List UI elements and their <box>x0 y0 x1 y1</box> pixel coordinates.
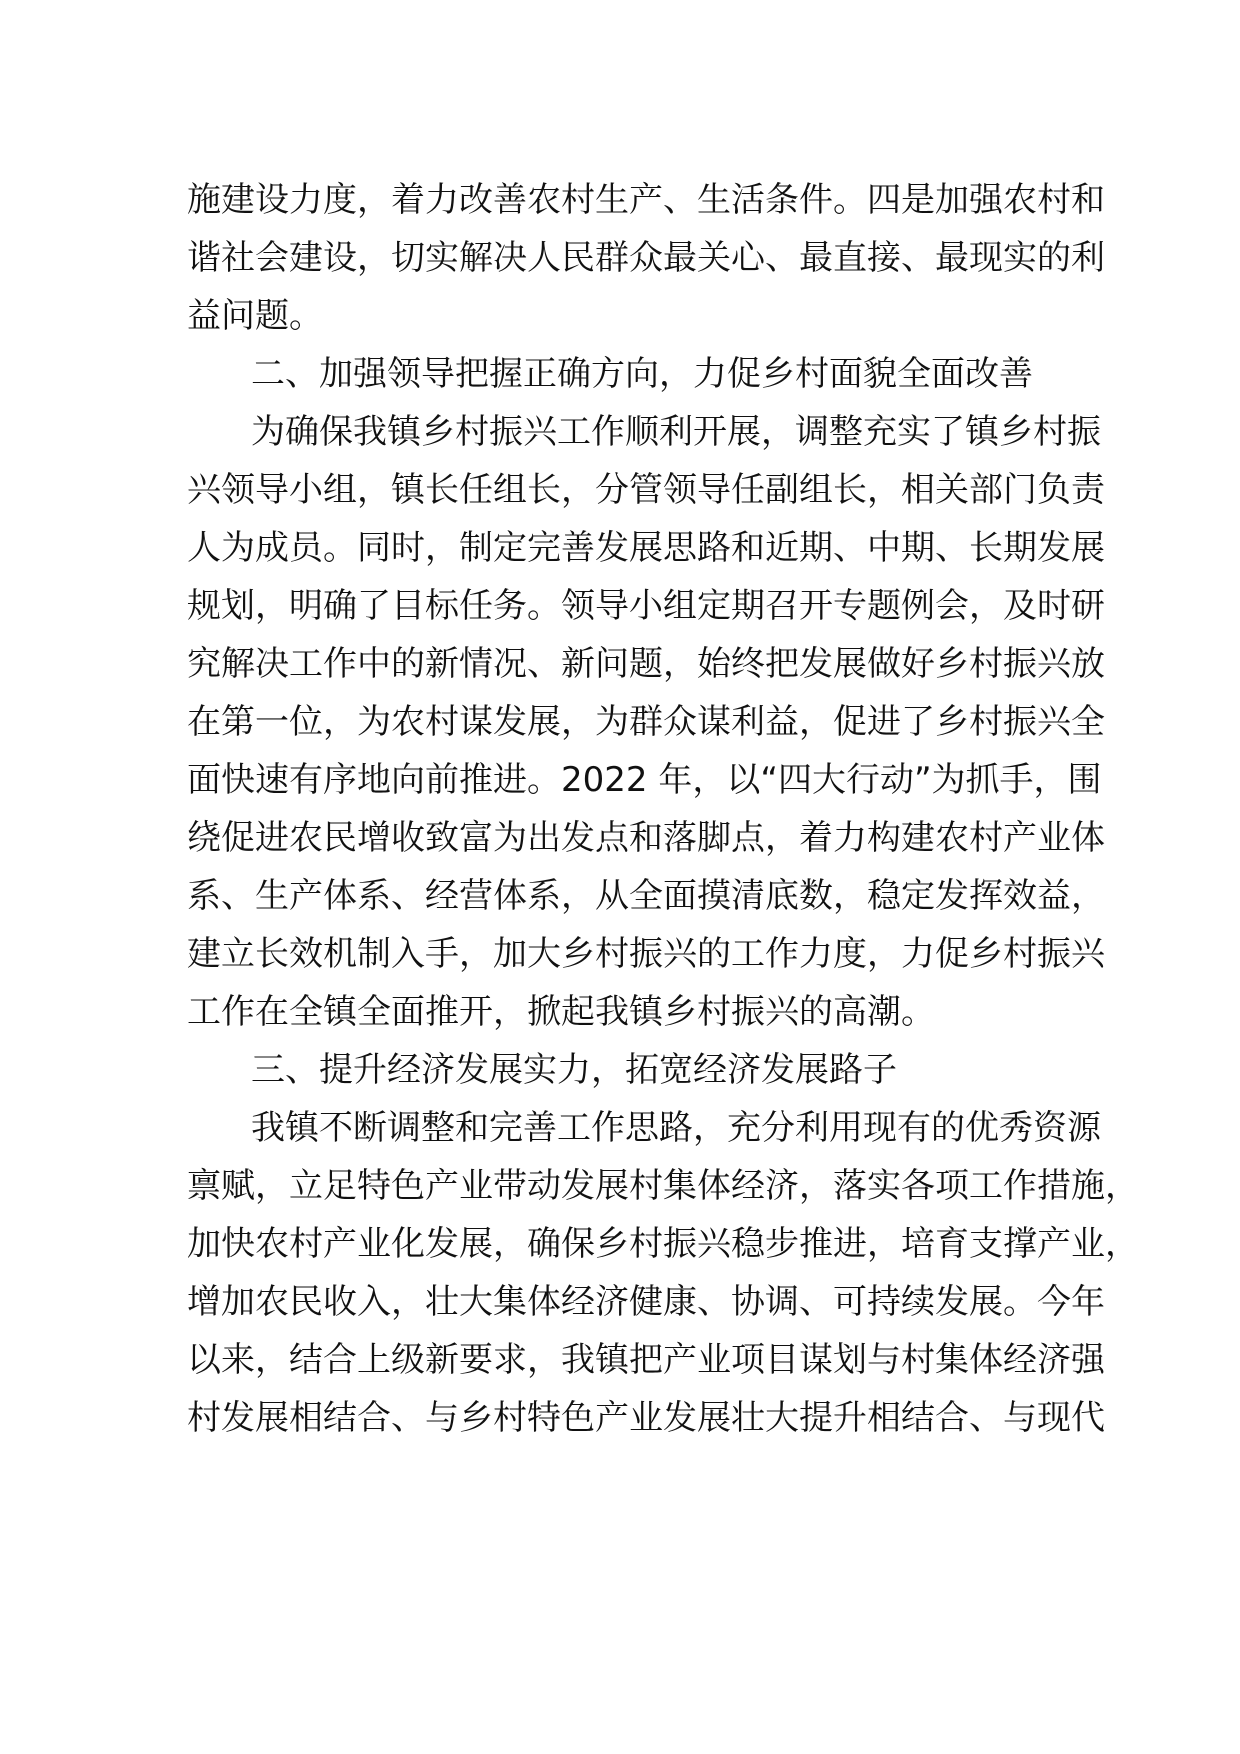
paragraph-line: 在第一位，为农村谋发展，为群众谋利益，促进了乡村振兴全 <box>187 702 1105 742</box>
paragraph-line: 禀赋，立足特色产业带动发展村集体经济，落实各项工作措施， <box>187 1166 1139 1206</box>
paragraph-line: 施建设力度，着力改善农村生产、生活条件。四是加强农村和 <box>187 180 1105 220</box>
paragraph-line: 村发展相结合、与乡村特色产业发展壮大提升相结合、与现代 <box>187 1398 1105 1438</box>
paragraph-line: 面快速有序地向前推进。2022 年，以“四大行动”为抓手，围 <box>187 760 1102 800</box>
paragraph-line: 益问题。 <box>187 296 323 336</box>
section-heading: 二、加强领导把握正确方向，力促乡村面貌全面改善 <box>251 354 1033 394</box>
paragraph-line: 谐社会建设，切实解决人民群众最关心、最直接、最现实的利 <box>187 238 1105 278</box>
paragraph-line: 系、生产体系、经营体系，从全面摸清底数，稳定发挥效益， <box>187 876 1105 916</box>
paragraph-line: 兴领导小组，镇长任组长，分管领导任副组长，相关部门负责 <box>187 470 1105 510</box>
paragraph-line: 究解决工作中的新情况、新问题，始终把发展做好乡村振兴放 <box>187 644 1105 684</box>
paragraph-line: 增加农民收入，壮大集体经济健康、协调、可持续发展。今年 <box>187 1282 1105 1322</box>
paragraph-line: 人为成员。同时，制定完善发展思路和近期、中期、长期发展 <box>187 528 1105 568</box>
paragraph-line: 以来，结合上级新要求，我镇把产业项目谋划与村集体经济强 <box>187 1340 1105 1380</box>
paragraph-line: 工作在全镇全面推开，掀起我镇乡村振兴的高潮。 <box>187 992 935 1032</box>
paragraph-line: 建立长效机制入手，加大乡村振兴的工作力度，力促乡村振兴 <box>187 934 1105 974</box>
paragraph-line: 为确保我镇乡村振兴工作顺利开展，调整充实了镇乡村振 <box>251 412 1101 452</box>
paragraph-line: 我镇不断调整和完善工作思路，充分利用现有的优秀资源 <box>251 1108 1101 1148</box>
paragraph-line: 加快农村产业化发展，确保乡村振兴稳步推进，培育支撑产业， <box>187 1224 1139 1264</box>
paragraph-line: 绕促进农民增收致富为出发点和落脚点，着力构建农村产业体 <box>187 818 1105 858</box>
paragraph-line: 规划，明确了目标任务。领导小组定期召开专题例会，及时研 <box>187 586 1105 626</box>
section-heading: 三、提升经济发展实力，拓宽经济发展路子 <box>251 1050 897 1090</box>
